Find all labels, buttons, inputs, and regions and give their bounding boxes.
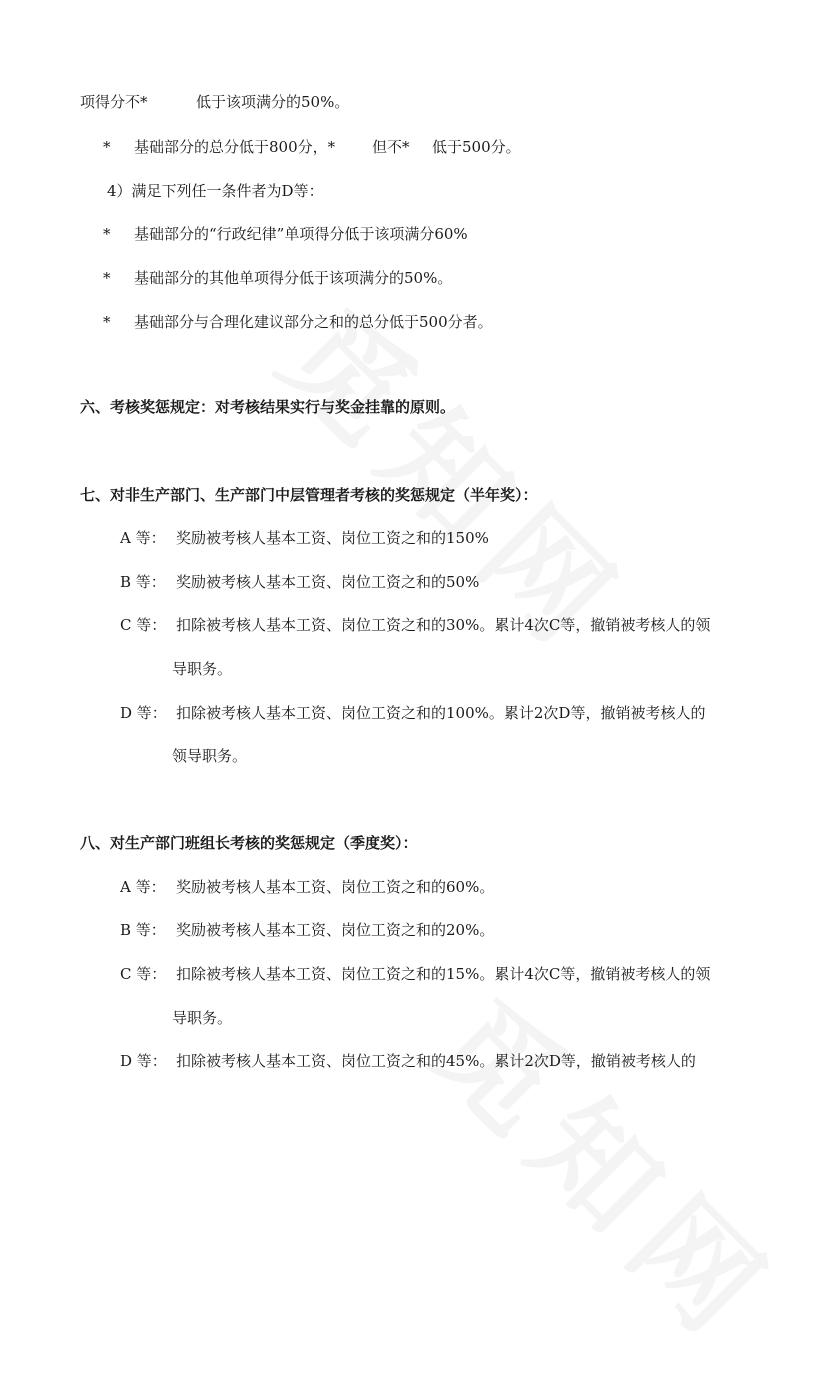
intro-line-1a: 项得分不* bbox=[80, 93, 148, 111]
grade-text: 奖励被考核人基本工资、岗位工资之和的150% bbox=[176, 529, 489, 547]
grade-text: 扣除被考核人基本工资、岗位工资之和的30%。累计4次C等，撤销被考核人的领 bbox=[176, 616, 711, 634]
d-item: 基础部分与合理化建议部分之和的总分低于500分者。 bbox=[134, 313, 493, 331]
grade-label: D 等： bbox=[120, 704, 167, 722]
intro-line-2c: 低于500分。 bbox=[432, 138, 521, 156]
intro-line-2a: 基础部分的总分低于800分，* bbox=[134, 138, 336, 156]
grade-label: D 等： bbox=[120, 1052, 167, 1070]
grade-label: B 等： bbox=[120, 921, 166, 939]
grade-label: A 等： bbox=[120, 878, 166, 896]
intro-line-2b: 但不* bbox=[372, 138, 410, 156]
d-grade-heading: 4）满足下列任一条件者为D等： bbox=[107, 182, 324, 200]
grade-text-continuation: 导职务。 bbox=[172, 1009, 233, 1027]
bullet-star: * bbox=[103, 313, 111, 331]
watermark bbox=[401, 957, 820, 1375]
grade-text: 扣除被考核人基本工资、岗位工资之和的100%。累计2次D等，撤销被考核人的 bbox=[176, 704, 706, 722]
grade-label: A 等： bbox=[120, 529, 166, 547]
grade-text-continuation: 领导职务。 bbox=[172, 747, 248, 765]
bullet-star: * bbox=[103, 269, 111, 287]
grade-text: 扣除被考核人基本工资、岗位工资之和的45%。累计2次D等，撤销被考核人的 bbox=[176, 1052, 696, 1070]
section-7-title: 七、对非生产部门、生产部门中层管理者考核的奖惩规定（半年奖）： bbox=[80, 486, 538, 504]
intro-line-1b: 低于该项满分的50%。 bbox=[196, 93, 350, 111]
section-6-title: 六、考核奖惩规定：对考核结果实行与奖金挂靠的原则。 bbox=[80, 398, 456, 416]
d-item: 基础部分的其他单项得分低于该项满分的50%。 bbox=[134, 269, 453, 287]
grade-text: 扣除被考核人基本工资、岗位工资之和的15%。累计4次C等，撤销被考核人的领 bbox=[176, 965, 711, 983]
bullet-star: * bbox=[103, 138, 111, 156]
bullet-star: * bbox=[103, 225, 111, 243]
grade-text: 奖励被考核人基本工资、岗位工资之和的60%。 bbox=[176, 878, 495, 896]
d-item: 基础部分的“行政纪律”单项得分低于该项满分60% bbox=[134, 225, 468, 243]
grade-label: C 等： bbox=[120, 616, 167, 634]
grade-text: 奖励被考核人基本工资、岗位工资之和的50% bbox=[176, 573, 480, 591]
grade-text-continuation: 导职务。 bbox=[172, 660, 233, 678]
grade-label: C 等： bbox=[120, 965, 167, 983]
grade-label: B 等： bbox=[120, 573, 166, 591]
section-8-title: 八、对生产部门班组长考核的奖惩规定（季度奖）： bbox=[80, 834, 418, 852]
grade-text: 奖励被考核人基本工资、岗位工资之和的20%。 bbox=[176, 921, 495, 939]
